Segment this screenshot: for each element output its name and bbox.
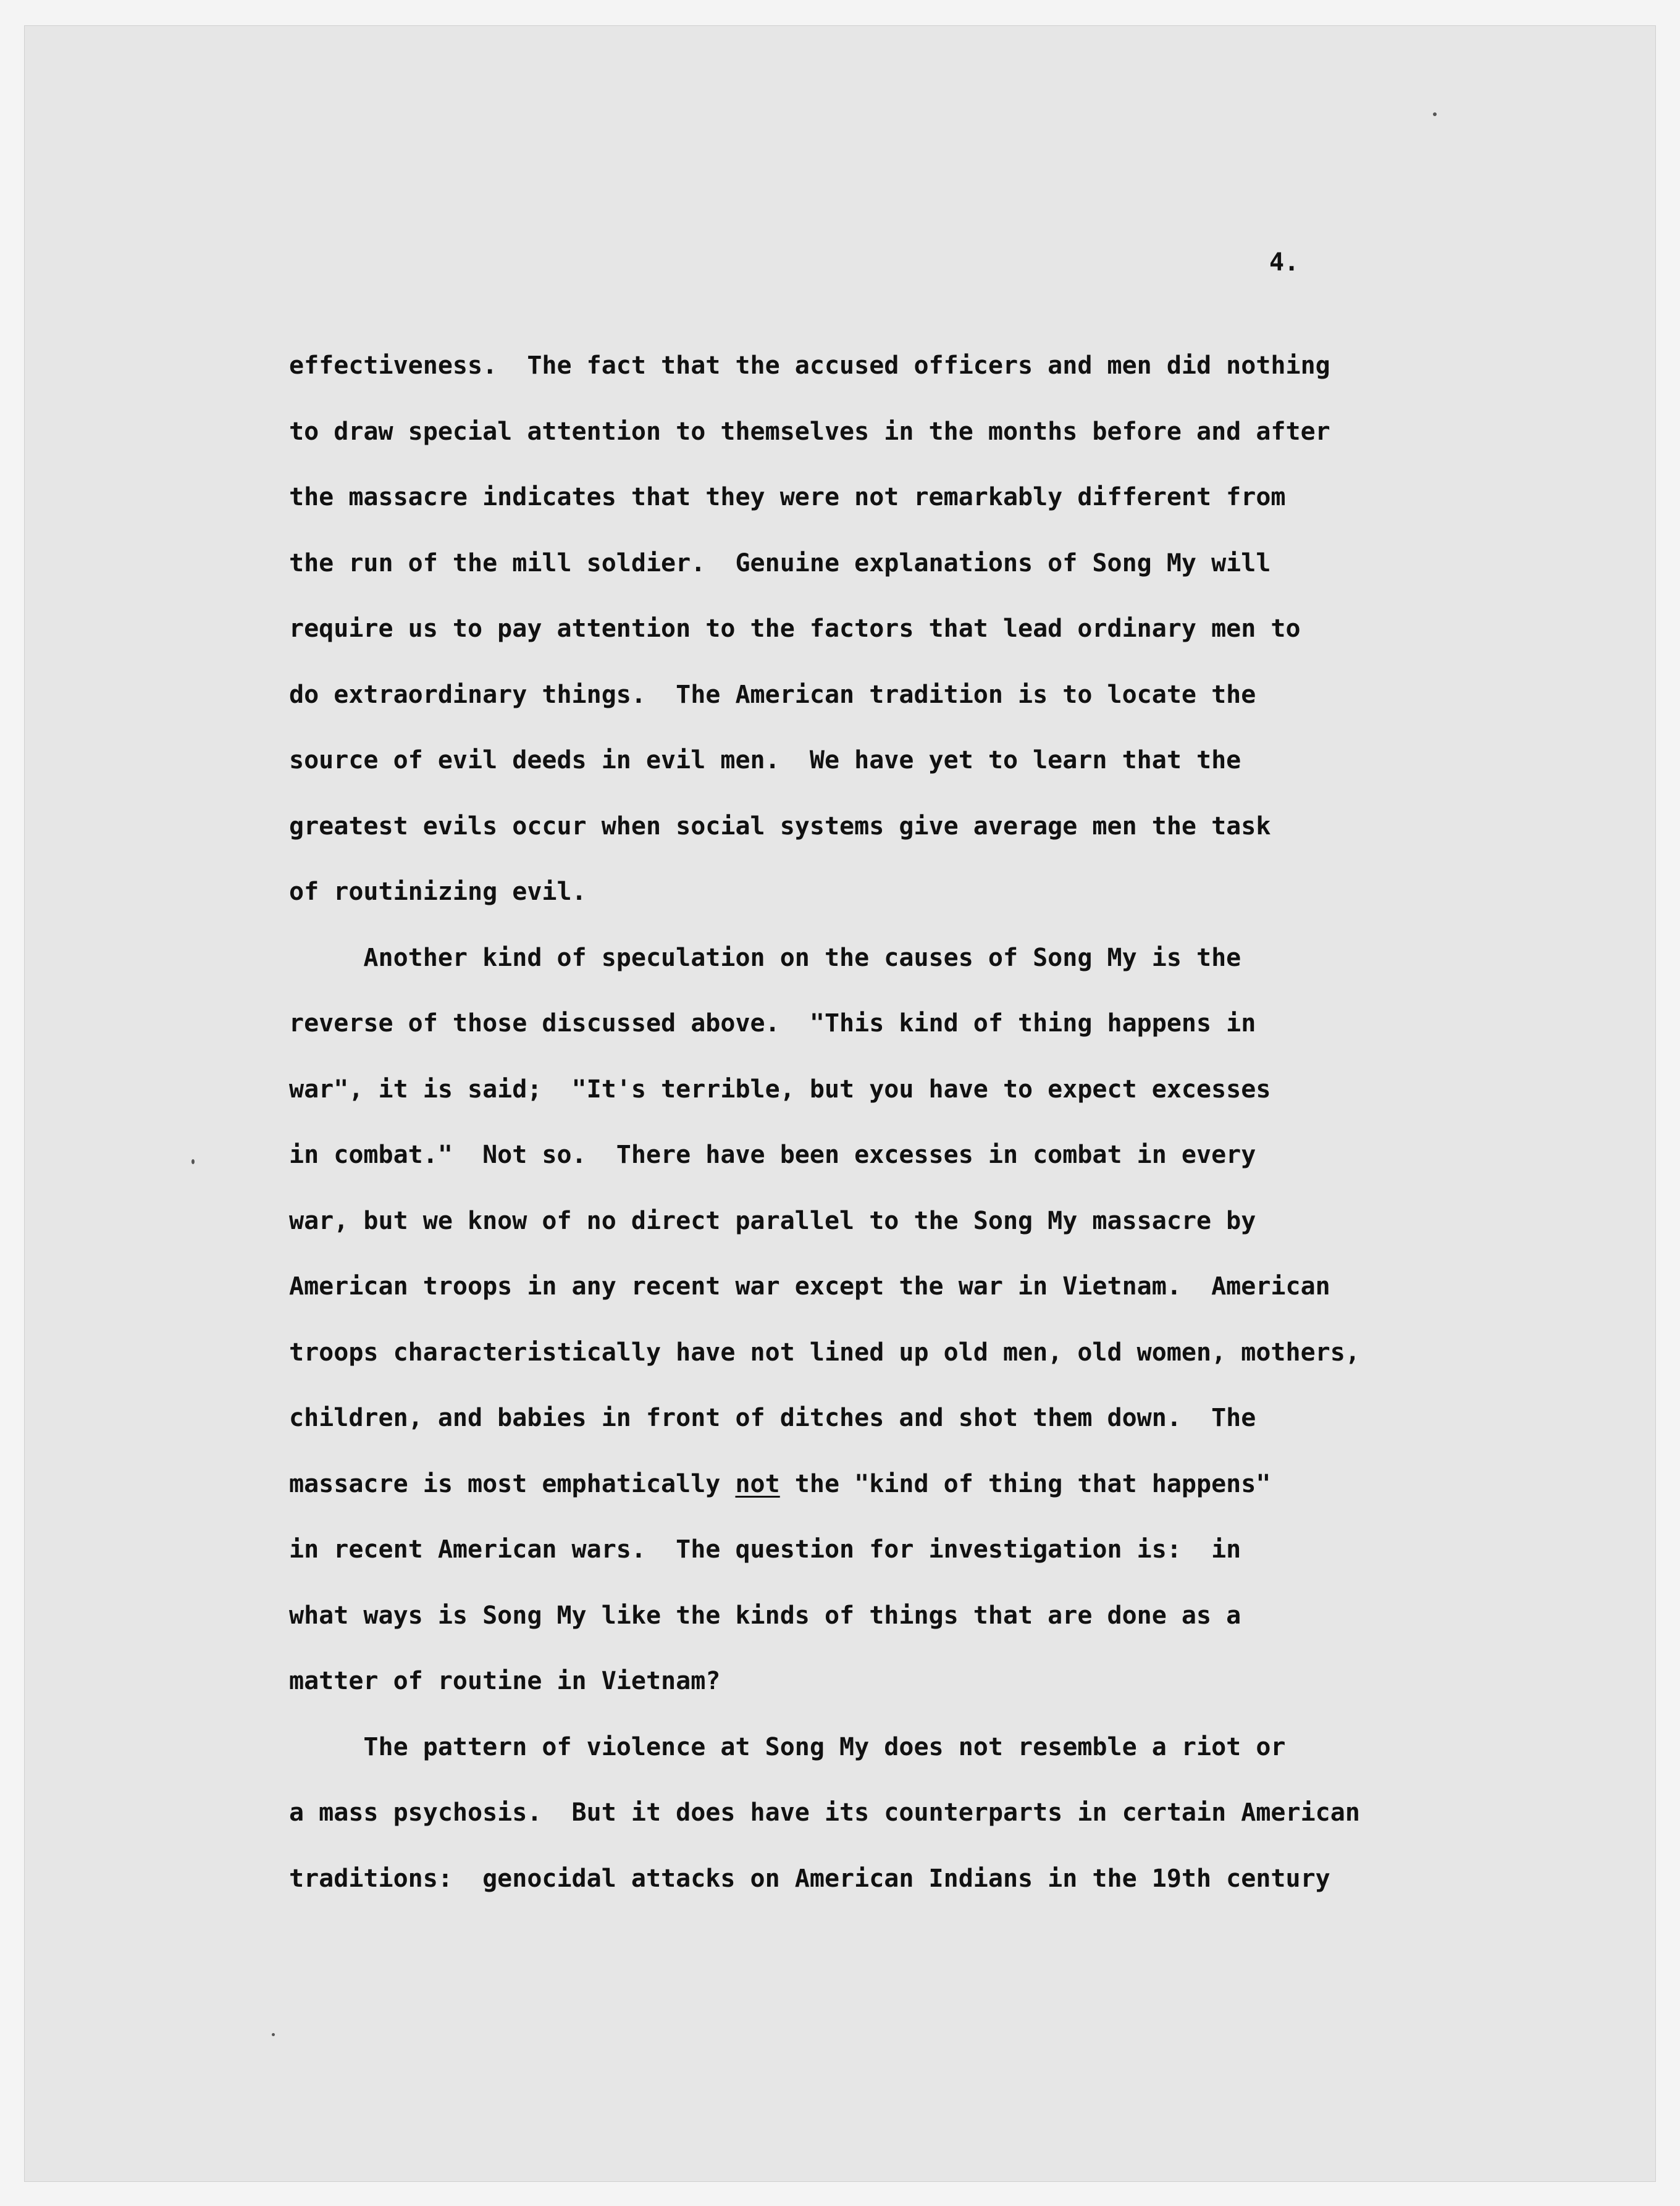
text-line-with-underline [289,1466,1463,1532]
text-line: Another kind of speculation on the causes of Song My is the [289,943,1241,972]
text-line: require us to pay attention to the factors that lead ordinary men to [289,614,1301,643]
text-line: American troops in any recent war except the war in Vietnam. American [289,1272,1330,1301]
text-segment: the "kind of thing that happens" [779,1469,1271,1498]
underlined-word: not [735,1469,780,1498]
text-line: matter of routine in Vietnam? [289,1667,721,1695]
text-line: the run of the mill soldier. Genuine explanations of Song My will [289,548,1271,577]
text-line: reverse of those discussed above. "This kind of thing happens in [289,1009,1256,1038]
text-line: of routinizing evil. [289,878,587,906]
document-page [25,26,1655,2181]
paper-speck [191,1159,195,1164]
text-line: in combat." Not so. There have been excesses in combat in every [289,1141,1256,1169]
text-line: children, and babies in front of ditches and shot them down. The [289,1404,1256,1432]
text-line: the massacre indicates that they were not remarkably different from [289,483,1286,511]
paper-speck [1433,112,1437,116]
text-line: source of evil deeds in evil men. We have yet to learn that the [289,746,1241,774]
text-line: to draw special attention to themselves in the months before and after [289,417,1330,446]
text-line: war", it is said; "It's terrible, but you have to expect excesses [289,1075,1271,1104]
text-line: troops characteristically have not lined up old men, old women, mothers, [289,1338,1360,1367]
text-line: greatest evils occur when social systems give average men the task [289,812,1271,841]
text-line: war, but we know of no direct parallel to the Song My massacre by [289,1206,1256,1235]
body-text [289,347,1463,1926]
text-line: effectiveness. The fact that the accused officers and men did nothing [289,351,1330,380]
text-line: The pattern of violence at Song My does not resemble a riot or [289,1732,1286,1761]
text-line: what ways is Song My like the kinds of things that are done as a [289,1601,1241,1630]
text-segment: massacre is most emphatically [289,1469,736,1498]
text-line: a mass psychosis. But it does have its counterparts in certain American [289,1798,1360,1827]
text-line: do extraordinary things. The American tradition is to locate the [289,680,1256,709]
page-number: 4. [1269,248,1300,277]
text-line: in recent American wars. The question for investigation is: in [289,1535,1241,1564]
text-line: traditions: genocidal attacks on American Indians in the 19th century [289,1864,1330,1893]
paper-speck [272,2033,275,2036]
